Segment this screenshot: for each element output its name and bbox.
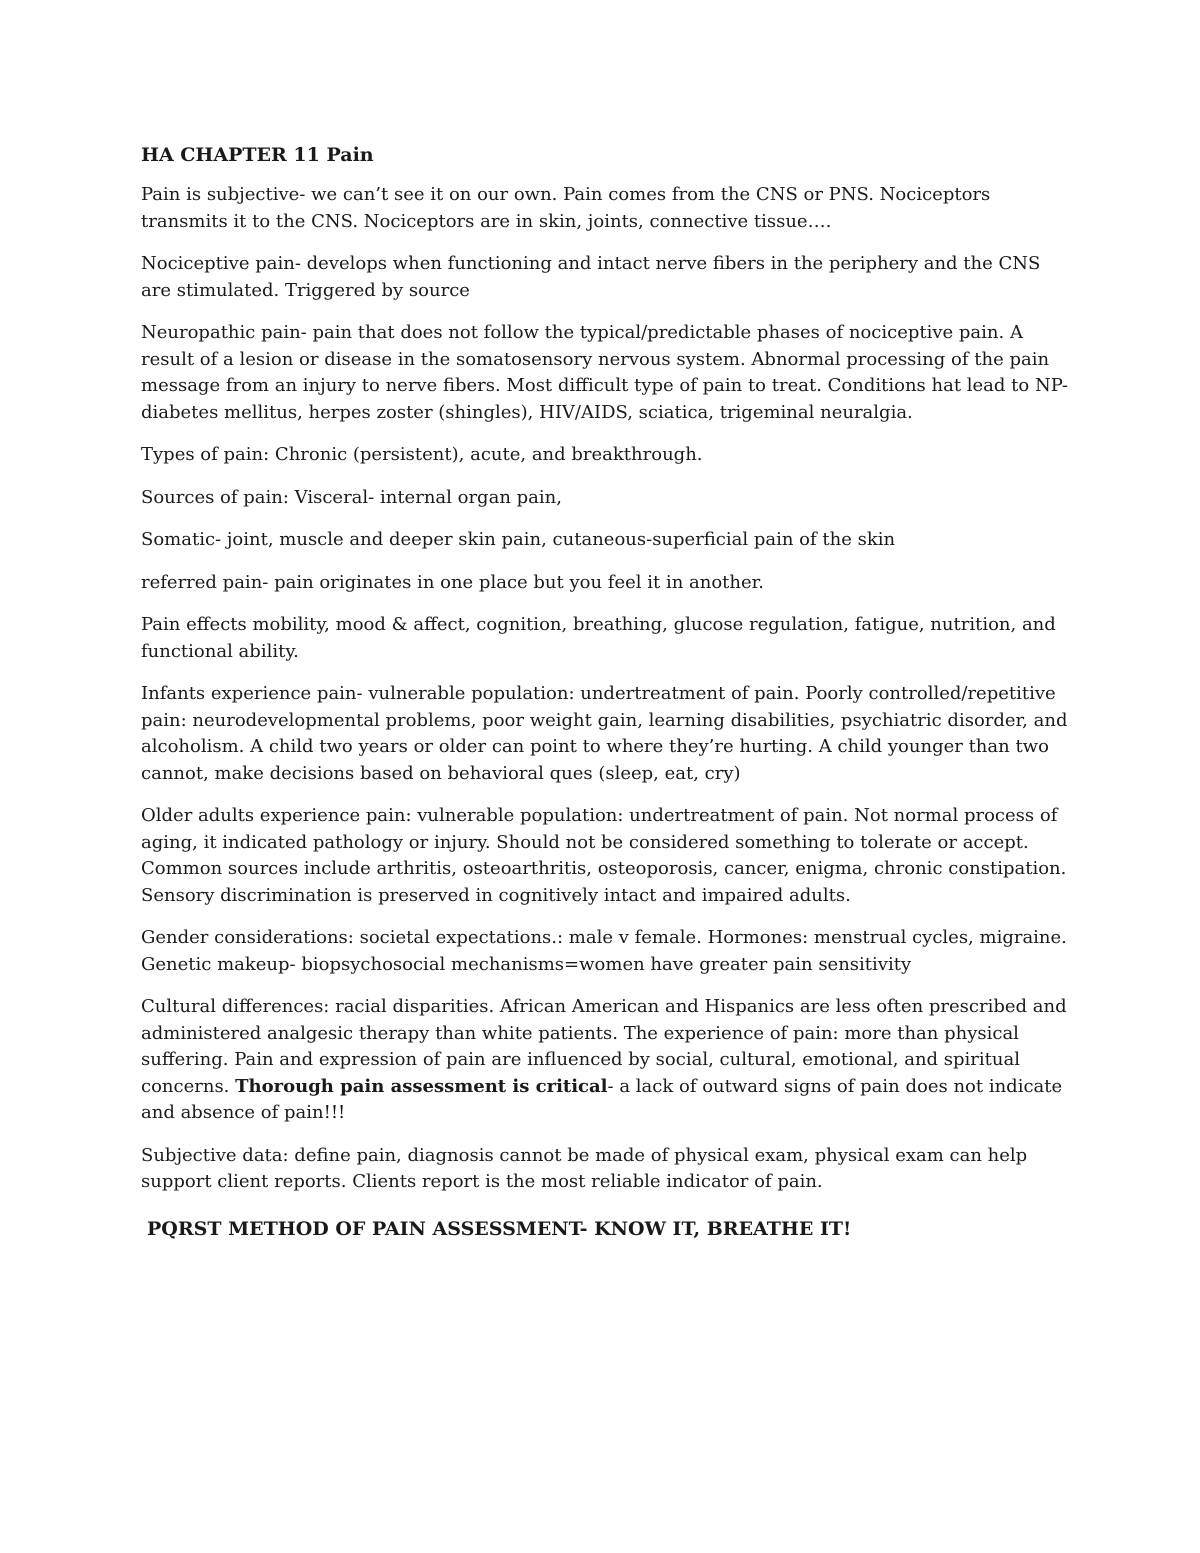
cultural-text-after: - a lack of outward signs of pain does not indicate and absence of pain!!! — [141, 1075, 1063, 1123]
paragraph-older-adults: Older adults experience pain: vulnerable population: undertreatment of pain. Not normal process of aging, it indicated pathology or injury. Should not be considered something to tolerate or accept. Common sources include arthritis, osteoarthritis, osteoporosis, cancer, enigma, chronic constipation. Sensory discrimination is preserved in cognitively intact and impaired adults. — [141, 805, 1067, 906]
paragraph-cultural-differences — [141, 994, 1071, 1127]
paragraph-somatic-pain: Somatic- joint, muscle and deeper skin pain, cutaneous-superficial pain of the skin — [141, 529, 896, 550]
pqrst-heading: PQRST METHOD OF PAIN ASSESSMENT- KNOW IT, BREATHE IT! — [147, 1217, 852, 1240]
paragraph-pain-subjective: Pain is subjective- we can’t see it on our own. Pain comes from the CNS or PNS. Nociceptors transmits it to the CNS. Nociceptors are in skin, joints, connective tissue…. — [141, 184, 991, 232]
paragraph-gender: Gender considerations: societal expectations.: male v female. Hormones: menstrual cycles, migraine. Genetic makeup- biopsychosocial mechanisms=women have greater pain sensitivity — [141, 927, 1067, 975]
paragraph-infants: Infants experience pain- vulnerable population: undertreatment of pain. Poorly controlled/repetitive pain: neurodevelopmental problems, poor weight gain, learning disabilities, psychiatric disorder, and alcoholism. A child two years or older can point to where they’re hurting. A child younger than two cannot, make decisions based on behavioral ques (sleep, eat, cry) — [141, 683, 1068, 784]
paragraph-nociceptive-pain: Nociceptive pain- develops when functioning and intact nerve fibers in the periphery and the CNS are stimulated. Triggered by source — [141, 253, 1041, 301]
document-body — [141, 142, 1071, 1242]
paragraph-types-of-pain: Types of pain: Chronic (persistent), acute, and breakthrough. — [141, 444, 703, 465]
paragraph-sources-of-pain: Sources of pain: Visceral- internal organ pain, — [141, 486, 562, 508]
paragraph-subjective-data: Subjective data: define pain, diagnosis cannot be made of physical exam, physical exam can help support client reports. Clients report is the most reliable indicator of pain. — [141, 1144, 1028, 1192]
document-title: HA CHAPTER 11 Pain — [141, 144, 374, 166]
cultural-text-before: Cultural differences: racial disparities. African American and Hispanics are less often prescribed and administered analgesic therapy than white patients. The experience of pain: more than physical suffering. Pain and expression of pain are influenced by social, cultural, emotional, and spiritual concerns. — [141, 996, 1067, 1097]
paragraph-neuropathic-pain: Neuropathic pain- pain that does not follow the typical/predictable phases of nociceptive pain. A result of a lesion or disease in the somatosensory nervous system. Abnormal processing of the pain message from an injury to nerve fibers. Most difficult type of pain to treat. Conditions hat lead to NP- diabetes mellitus, herpes zoster (shingles), HIV/AIDS, sciatica, trigeminal neuralgia. — [141, 322, 1068, 423]
cultural-emphasis: Thorough pain assessment is critical — [235, 1075, 608, 1097]
paragraph-pain-effects: Pain effects mobility, mood & affect, cognition, breathing, glucose regulation, fatigue, nutrition, and functional ability. — [141, 614, 1056, 662]
paragraph-referred-pain: referred pain- pain originates in one place but you feel it in another. — [141, 571, 765, 593]
